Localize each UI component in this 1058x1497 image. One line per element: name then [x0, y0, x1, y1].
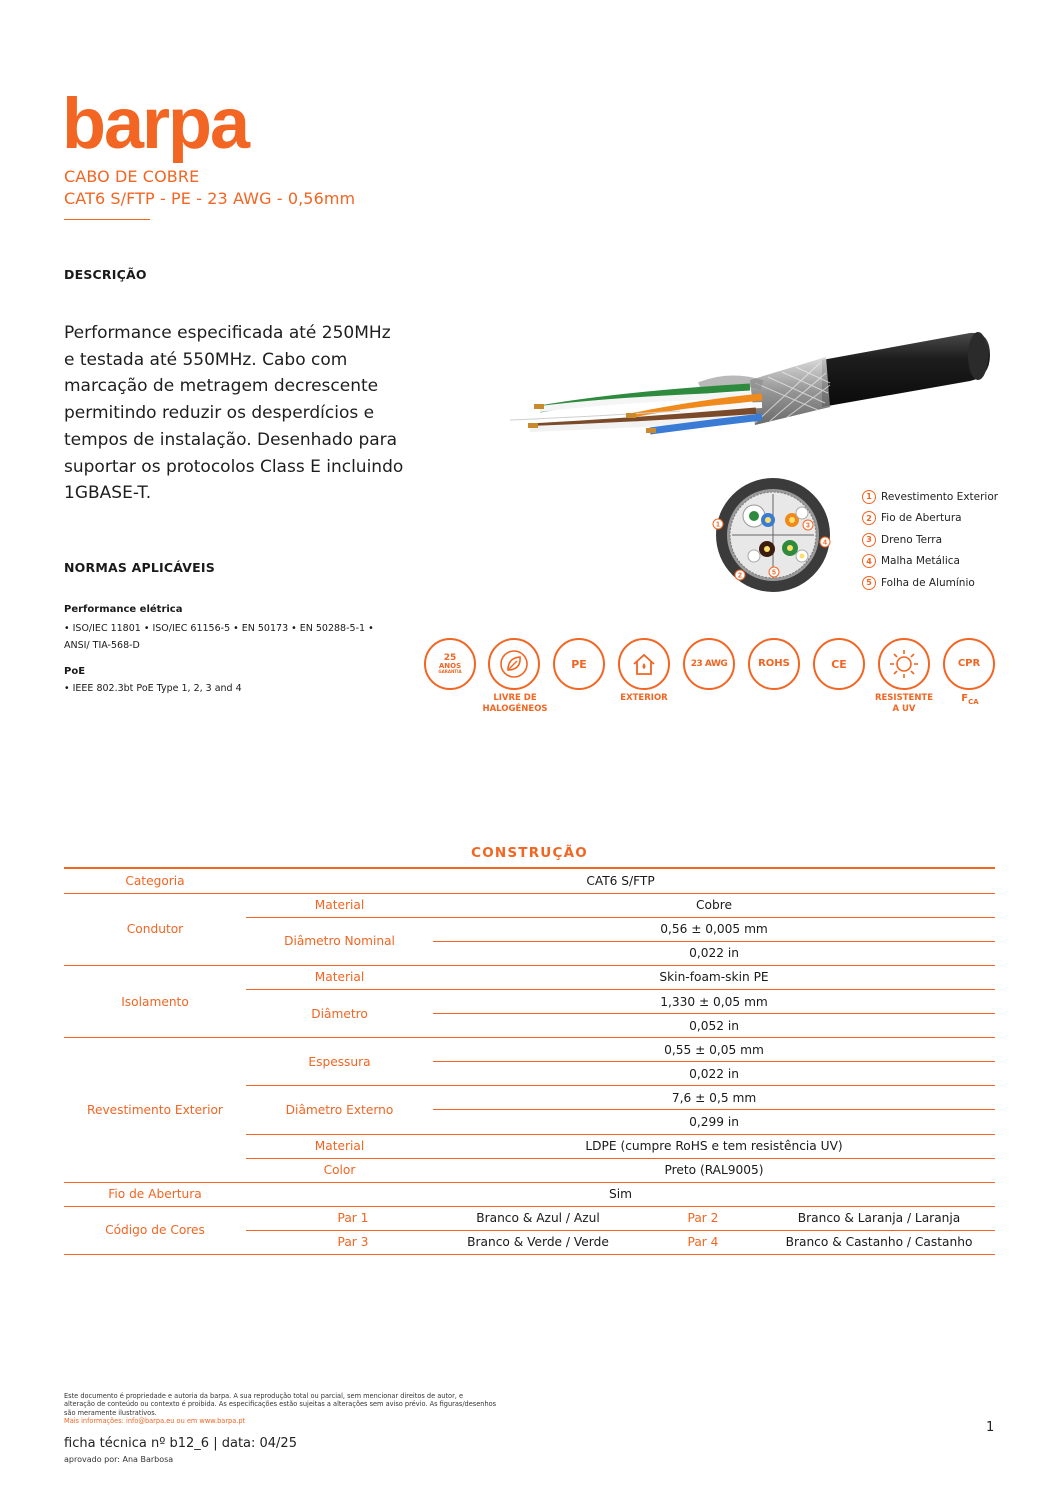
isolamento-label: Isolamento: [64, 965, 246, 1037]
diametro-nominal-label: Diâmetro Nominal: [246, 917, 433, 965]
table-row: [64, 1038, 995, 1062]
warranty-badge: [424, 638, 476, 690]
legend-number: 2: [862, 511, 876, 525]
legal-line-1: Este documento é propriedade e autoria da barpa. A sua reprodução total ou parcial, sem mencionar direitos de autor, e: [64, 1392, 464, 1400]
table-row: [64, 869, 995, 893]
svg-text:3: 3: [806, 522, 810, 530]
legend-number: 1: [862, 490, 876, 504]
diametro-externo-label: Diâmetro Externo: [246, 1086, 433, 1134]
contact-link[interactable]: Mais informações: info@barpa.eu ou em www.barpa.pt: [64, 1416, 246, 1425]
condutor-material-label: Material: [246, 893, 433, 917]
categoria-label: Categoria: [64, 869, 246, 893]
fio-abertura-value: Sim: [246, 1182, 995, 1206]
legend-item: [862, 572, 998, 594]
table-row: [64, 965, 995, 989]
svg-text:5: 5: [772, 569, 776, 577]
color-value: Preto (RAL9005): [433, 1158, 995, 1182]
awg-badge: 23 AWG: [683, 638, 735, 690]
isolamento-diametro-in: 0,052 in: [433, 1014, 995, 1038]
table-row: [64, 1182, 995, 1206]
par4-label: Par 4: [643, 1230, 763, 1254]
legal-line-2: alteração de conteúdo ou contexto é proibida. As especificações estão sujeitas a alterações sem aviso prévio. As figuras/desenhos: [64, 1400, 497, 1409]
fca-sub: CA: [968, 698, 979, 706]
legend-label: Dreno Terra: [881, 533, 943, 546]
cable-illustration: [500, 325, 1000, 455]
par2-label: Par 2: [643, 1206, 763, 1230]
fca-main: F: [961, 693, 969, 704]
cable-cross-section: [708, 470, 838, 600]
revestimento-material-label: Material: [246, 1134, 433, 1158]
espessura-mm: 0,55 ± 0,05 mm: [433, 1038, 995, 1062]
legend-label: Folha de Alumínio: [881, 576, 975, 589]
legal-line-3: são meramente ilustrativos.: [64, 1408, 157, 1417]
legend-number: 4: [862, 554, 876, 568]
diametro-externo-in: 0,299 in: [433, 1110, 995, 1134]
warranty-sub: GARANTIA: [438, 669, 462, 674]
categoria-value: CAT6 S/FTP: [246, 869, 995, 893]
logo-text: barpa: [62, 96, 249, 164]
rohs-badge: ROHS: [748, 638, 800, 690]
isolamento-material-value: Skin-foam-skin PE: [433, 965, 995, 989]
title-divider: [64, 219, 150, 220]
isolamento-diametro-mm: 1,330 ± 0,05 mm: [433, 989, 995, 1013]
descricao-heading: DESCRIÇÃO: [64, 267, 147, 282]
sun-icon: [887, 647, 921, 681]
product-title: CAT6 S/FTP - PE - 23 AWG - 0,56mm: [64, 189, 356, 208]
product-category: CABO DE COBRE: [64, 167, 200, 186]
uv-label: [864, 693, 944, 715]
uv-label-line-1: RESISTENTE: [874, 693, 934, 703]
par3-value: Branco & Verde / Verde: [433, 1230, 643, 1254]
legend-label: Fio de Abertura: [881, 512, 962, 525]
performance-line-1: • ISO/IEC 11801 • ISO/IEC 61156-5 • EN 50173 • EN 50288-5-1 •: [64, 623, 374, 634]
par1-value: Branco & Azul / Azul: [433, 1206, 643, 1230]
diametro-externo-mm: 7,6 ± 0,5 mm: [433, 1086, 995, 1110]
diametro-nominal-in: 0,022 in: [433, 941, 995, 965]
legend-label: Malha Metálica: [881, 555, 960, 568]
page-number: 1: [986, 1420, 995, 1435]
uv-label-line-2: A UV: [892, 704, 916, 714]
performance-title: Performance elétrica: [64, 604, 183, 615]
uv-badge: [878, 638, 930, 690]
legend-label: Revestimento Exterior: [881, 490, 999, 503]
pe-badge: PE: [553, 638, 605, 690]
legend-item: [862, 508, 998, 530]
cpr-badge: CPR: [943, 638, 995, 690]
exterior-badge: [618, 638, 670, 690]
leaf-icon: [499, 649, 529, 679]
par3-label: Par 3: [246, 1230, 433, 1254]
isolamento-diametro-label: Diâmetro: [246, 989, 433, 1037]
ficha-tecnica: ficha técnica nº b12_6 | data: 04/25: [64, 1436, 297, 1451]
svg-text:2: 2: [738, 572, 742, 580]
svg-text:4: 4: [823, 539, 827, 547]
legend-item: [862, 551, 998, 573]
legend-number: 5: [862, 576, 876, 590]
par4-value: Branco & Castanho / Castanho: [763, 1230, 995, 1254]
warranty-word: ANOS: [438, 662, 462, 670]
halogen-free-badge: [488, 638, 540, 690]
legend-number: 3: [862, 533, 876, 547]
diametro-nominal-mm: 0,56 ± 0,005 mm: [433, 917, 995, 941]
table-row: [64, 893, 995, 917]
revestimento-material-value: LDPE (cumpre RoHS e tem resistência UV): [433, 1134, 995, 1158]
fca-label: [944, 693, 996, 708]
legal-notice: [64, 1392, 524, 1425]
ce-badge: CE: [813, 638, 865, 690]
par1-label: Par 1: [246, 1206, 433, 1230]
condutor-label: Condutor: [64, 893, 246, 965]
par2-value: Branco & Laranja / Laranja: [763, 1206, 995, 1230]
poe-line: • IEEE 802.3bt PoE Type 1, 2, 3 and 4: [64, 683, 242, 694]
normas-heading: NORMAS APLICÁVEIS: [64, 560, 215, 575]
fio-abertura-label: Fio de Abertura: [64, 1182, 246, 1206]
halogen-label-line-2: HALOGÉNEOS: [482, 704, 548, 714]
espessura-label: Espessura: [246, 1038, 433, 1086]
codigo-cores-label: Código de Cores: [64, 1206, 246, 1254]
construction-table: [64, 869, 995, 1255]
poe-title: PoE: [64, 666, 86, 677]
approved-by: aprovado por: Ana Barbosa: [64, 1455, 174, 1464]
legend-item: [862, 529, 998, 551]
table-row: [64, 1206, 995, 1230]
halogen-free-label: [474, 693, 556, 715]
halogen-label-line-1: LIVRE DE: [493, 693, 537, 703]
descricao-text: Performance especificada até 250MHz e testada até 550MHz. Cabo com marcação de metragem decrescente permitindo reduzir os desperdícios e tempos de instalação. Desenhado para suportar os protocolos Class E incluindo 1GBASE-T.: [64, 323, 404, 504]
isolamento-material-label: Material: [246, 965, 433, 989]
barpa-logo: [62, 96, 288, 166]
exterior-label: EXTERIOR: [620, 693, 668, 703]
revestimento-label: Revestimento Exterior: [64, 1038, 246, 1183]
construcao-heading: CONSTRUÇÃO: [471, 845, 588, 861]
condutor-material-value: Cobre: [433, 893, 995, 917]
performance-line-2: ANSI/ TIA-568-D: [64, 640, 140, 651]
cross-section-legend: [862, 486, 998, 594]
house-rain-icon: [629, 649, 659, 679]
warranty-years: 25: [443, 653, 457, 663]
color-label: Color: [246, 1158, 433, 1182]
svg-text:1: 1: [716, 521, 720, 529]
legend-item: [862, 486, 998, 508]
espessura-in: 0,022 in: [433, 1062, 995, 1086]
